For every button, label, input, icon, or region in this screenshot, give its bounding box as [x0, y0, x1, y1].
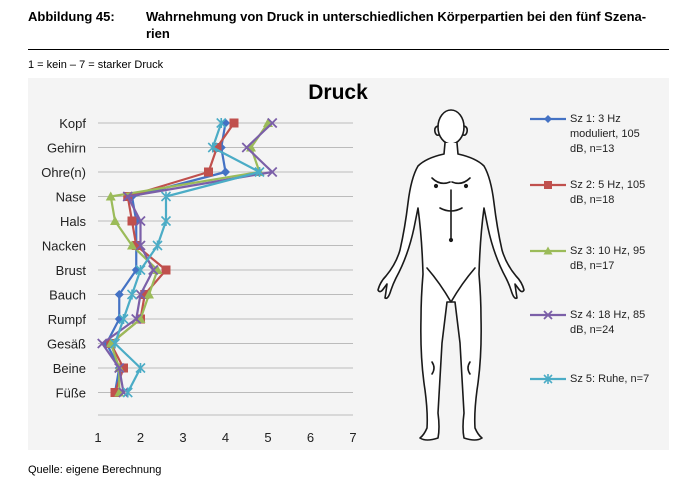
- legend-label-line: dB, n=13: [570, 143, 615, 155]
- legend-label: [570, 112, 670, 157]
- legend-swatch: [528, 245, 568, 257]
- point-marker: [230, 119, 239, 128]
- x-tick-label: 6: [306, 430, 315, 445]
- x-tick-label: 4: [221, 430, 230, 445]
- scale-note: 1 = kein – 7 = starker Druck: [28, 59, 164, 71]
- caption-rule: [28, 49, 669, 50]
- y-tick-label: Nacken: [41, 238, 86, 254]
- legend-label-line: Sz 4: 18 Hz, 85: [570, 309, 646, 321]
- legend-label-line: Sz 3: 10 Hz, 95: [570, 245, 646, 257]
- legend-label: [570, 372, 670, 387]
- y-tick-label: Ohre(n): [41, 165, 86, 180]
- figure-caption: [28, 8, 668, 42]
- human-body-figure: [378, 110, 524, 440]
- legend-label: [570, 178, 670, 208]
- figure-caption-text: Wahrnehmung von Druck in unterschiedlichen Körperpartien bei den fünf Szena-rien: [146, 9, 647, 41]
- y-tick-label: Beine: [52, 361, 86, 376]
- legend-label-line: dB, n=18: [570, 194, 615, 206]
- legend-label-line: dB, n=17: [570, 260, 615, 272]
- x-tick-label: 5: [264, 430, 272, 445]
- y-tick-label: Gehirn: [46, 140, 86, 156]
- legend-label-line: Sz 2: 5 Hz, 105: [570, 179, 646, 191]
- figure-caption-label: Abbildung 45:: [28, 9, 115, 24]
- y-tick-label: Bauch: [49, 287, 86, 303]
- y-tick-label: Füße: [55, 385, 86, 401]
- legend-swatch: [528, 179, 568, 191]
- legend-swatch: [528, 373, 568, 385]
- point-marker: [162, 266, 171, 275]
- legend-label-line: dB, n=24: [570, 324, 615, 336]
- legend-swatch: [528, 113, 568, 125]
- x-tick-label: 7: [349, 430, 357, 445]
- legend-label-line: Sz 5: Ruhe, n=7: [570, 373, 650, 385]
- source-note: Quelle: eigene Berechnung: [28, 464, 162, 476]
- y-tick-label: Hals: [59, 214, 86, 229]
- chart-title: Druck: [308, 81, 368, 104]
- y-tick-label: Kopf: [59, 116, 86, 131]
- y-tick-label: Gesäß: [46, 336, 86, 352]
- y-tick-label: Brust: [55, 263, 86, 278]
- legend-swatch: [528, 309, 568, 321]
- y-tick-label: Rumpf: [47, 312, 86, 327]
- legend-swatch-marker: [544, 181, 552, 189]
- point-marker: [128, 217, 137, 226]
- x-tick-label: 2: [136, 430, 145, 445]
- x-tick-label: 3: [179, 430, 187, 445]
- legend-label-line: moduliert, 105: [570, 128, 640, 140]
- x-tick-label: 1: [94, 430, 102, 445]
- legend-swatch-marker: [544, 115, 552, 123]
- point-marker: [204, 168, 213, 177]
- legend-label: [570, 308, 670, 338]
- legend-label: [570, 244, 670, 274]
- legend-label-line: Sz 1: 3 Hz: [570, 113, 621, 125]
- y-tick-label: Nase: [55, 189, 86, 205]
